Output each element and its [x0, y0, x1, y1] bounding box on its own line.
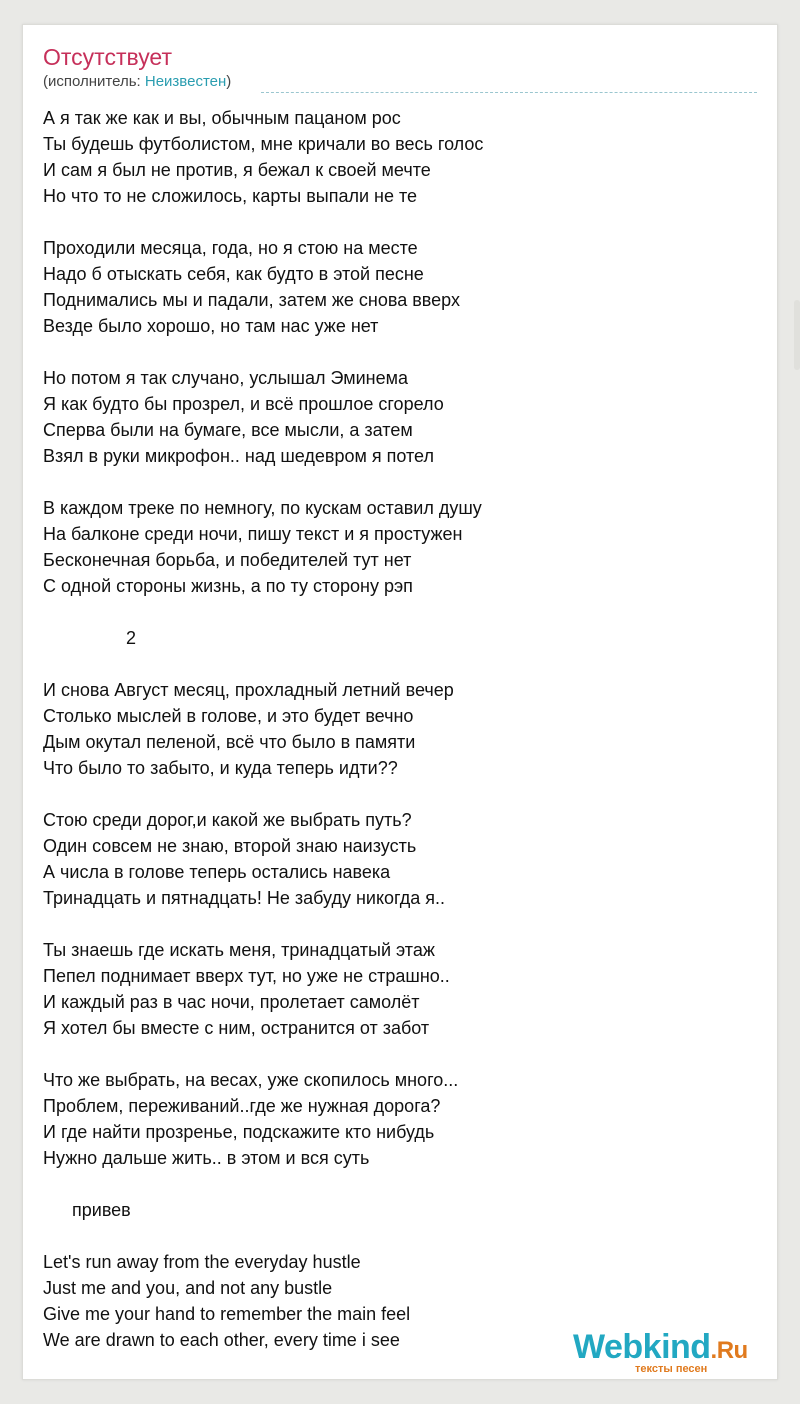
stanza — [43, 495, 743, 599]
webkind-logo[interactable] — [573, 1329, 769, 1373]
lyric-line: Ты будешь футболистом, мне кричали во весь голос — [43, 134, 484, 154]
lyric-line: Дым окутал пеленой, всё что было в памяти — [43, 732, 416, 752]
lyric-line: На балконе среди ночи, пишу текст и я простужен — [43, 524, 463, 544]
lyric-line: И сам я был не против, я бежал к своей мечте — [43, 160, 431, 180]
scrollbar-thumb[interactable] — [794, 300, 800, 370]
lyric-line: Проблем, переживаний..где же нужная дорога? — [43, 1096, 441, 1116]
lyric-line: Нужно дальше жить.. в этом и вся суть — [43, 1148, 370, 1168]
lyric-line: Ты знаешь где искать меня, тринадцатый этаж — [43, 940, 435, 960]
song-title: Отсутствует — [43, 44, 172, 70]
lyric-line: С одной стороны жизнь, а по ту сторону рэп — [43, 576, 413, 596]
lyric-line: Сперва были на бумаге, все мысли, а затем — [43, 420, 413, 440]
lyric-line: Я как будто бы прозрел, и всё прошлое сгорело — [43, 394, 444, 414]
lyric-line: Стою среди дорог,и какой же выбрать путь? — [43, 810, 412, 830]
lyrics-part-1 — [43, 105, 743, 599]
lyrics-card — [22, 24, 778, 1380]
lyric-line: Везде было хорошо, но там нас уже нет — [43, 316, 379, 336]
lyric-line: Взял в руки микрофон.. над шедевром я потел — [43, 446, 434, 466]
lyric-line: Give me your hand to remember the main feel — [43, 1304, 411, 1324]
lyric-line: В каждом треке по немногу, по кускам оставил душу — [43, 498, 482, 518]
lyric-line: Столько мыслей в голове, и это будет вечно — [43, 706, 414, 726]
artist-link[interactable]: Неизвестен — [144, 73, 227, 90]
stanza — [43, 235, 743, 339]
stanza — [43, 365, 743, 469]
logo-subtitle: тексты песен — [635, 1363, 708, 1375]
artist-suffix: ) — [226, 73, 232, 90]
artist-line — [43, 73, 231, 91]
logo-name: Webkind — [573, 1328, 711, 1366]
lyric-line: А числа в голове теперь остались навека — [43, 862, 391, 882]
stanza — [43, 1067, 743, 1171]
lyric-line: Я хотел бы вместе с ним, остранится от забот — [43, 1018, 430, 1038]
lyric-line: Надо б отыскать себя, как будто в этой песне — [43, 264, 424, 284]
title-divider — [261, 92, 757, 93]
artist-prefix: (исполнитель: — [43, 73, 145, 90]
lyric-line: Проходили месяца, года, но я стою на месте — [43, 238, 418, 258]
stanza — [43, 937, 743, 1041]
lyric-line: Один совсем не знаю, второй знаю наизусть — [43, 836, 417, 856]
lyric-line: We are drawn to each other, every time i see — [43, 1330, 400, 1350]
verse-marker-2: 2 — [126, 628, 137, 648]
lyric-line: Just me and you, and not any bustle — [43, 1278, 333, 1298]
lyric-line: А я так же как и вы, обычным пацаном рос — [43, 108, 401, 128]
lyric-line: И каждый раз в час ночи, пролетает самолёт — [43, 992, 420, 1012]
lyrics-part-2 — [43, 677, 743, 1171]
stanza — [43, 677, 743, 781]
lyric-line: Бесконечная борьба, и победителей тут нет — [43, 550, 412, 570]
lyric-line: И где найти прозренье, подскажите кто нибудь — [43, 1122, 435, 1142]
lyric-line: Тринадцать и пятнадцать! Не забуду никогда я.. — [43, 888, 446, 908]
chorus-marker: привев — [72, 1200, 131, 1220]
lyric-line: Но потом я так случано, услышал Эминема — [43, 368, 409, 388]
lyric-line: Поднимались мы и падали, затем же снова вверх — [43, 290, 460, 310]
lyric-line: Но что то не сложилось, карты выпали не те — [43, 186, 418, 206]
lyric-line: Что же выбрать, на весах, уже скопилось много... — [43, 1070, 459, 1090]
lyric-line: Пепел поднимает вверх тут, но уже не страшно.. — [43, 966, 450, 986]
stanza — [43, 807, 743, 911]
stanza — [43, 105, 743, 209]
lyric-line: Что было то забыто, и куда теперь идти?? — [43, 758, 398, 778]
lyric-line: И снова Август месяц, прохладный летний вечер — [43, 680, 454, 700]
lyrics-body — [43, 105, 743, 1379]
lyric-line: Let's run away from the everyday hustle — [43, 1252, 361, 1272]
logo-tld: .Ru — [710, 1337, 748, 1364]
